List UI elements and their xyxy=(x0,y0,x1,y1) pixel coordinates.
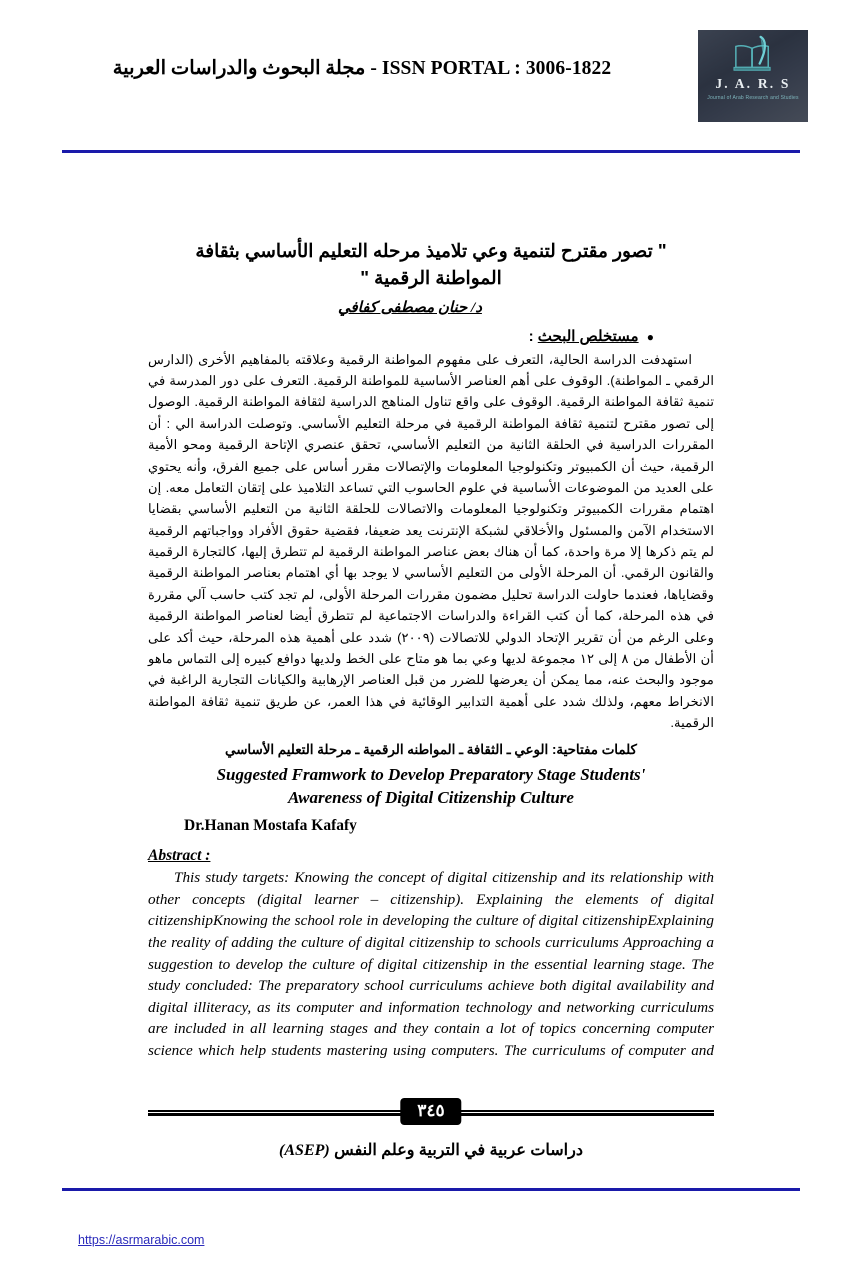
page-header xyxy=(62,30,810,130)
author-name-english: Dr.Hanan Mostafa Kafafy xyxy=(184,817,357,835)
article-title-english-line1: Suggested Framwork to Develop Preparatory Stage Students' xyxy=(216,765,646,785)
footer-rule xyxy=(148,1098,714,1128)
article-title-english-line2: Awareness of Digital Citizenship Culture xyxy=(288,787,574,807)
keywords-arabic: كلمات مفتاحية: الوعي ـ الثقافة ـ المواطنه الرقمية ـ مرحلة التعليم الأساسي xyxy=(225,742,637,758)
abstract-body-arabic xyxy=(148,349,714,734)
logo-subtitle: Journal of Arab Research and Studies xyxy=(707,94,799,101)
footer-divider xyxy=(62,1188,800,1191)
abstract-heading-arabic xyxy=(148,327,654,345)
footer-caption xyxy=(148,1140,714,1160)
abstract-body-english xyxy=(148,867,714,1061)
abstract-heading-arabic-colon: : xyxy=(528,327,534,345)
abstract-body-arabic-text: استهدفت الدراسة الحالية، التعرف على مفهوم المواطنة الرقمية وعلاقته بالمفاهيم الأخرى (الدارس الرقمي ـ المواطنة). الوقوف على أهم العناصر الأساسية للمواطنة الرقمية. التعرف على دور المدرسة في تنمية ثقافة المواطنة الرقمية. الوقوف على واقع تناول المناهج الدراسية لثقافة المواطنة الرقمية. الوصول إلى تصور مقترح لتنمية ثقافة المواطنة الرقمية في مرحلة التعليم الأساسي. وتوصلت الدراسة الي : أن المقررات الدراسية في الحلقة الثانية من التعليم الأساسي، تحقق عنصري الإتاحة الرقمية ومحو الأمية الرقمية، حيث أن الكمبيوتر وتكنولوجيا المعلومات والإتصالات مقرر أساس على جميع الفرق، وأنه يحتوي على العديد من الموضوعات الأساسية في علوم الحاسوب التي تساعد التلاميذ على إتقان التعامل معه. إن اهتمام مقررات الكمبيوتر وتكنولوجيا المعلومات والاتصالات للحلقة الثانية من التعليم الأساسي بقضايا الاستخدام الآمن والمسئول والأخلاقي لشبكة الإنترنت يعد ضعيفا، فقضية حقوق الأفراد وواجباتهم الرقمية لم يتم ذكرها إلا مرة واحدة، كما أن هناك بعض عناصر المواطنة الرقمية لم تتطرق إليها، كالتجارة الرقمية والقانون الرقمي. أن المرحلة الأولى من التعليم الأساسي لا يوجد بها أي اهتمام بعناصر المواطنة الرقمية وقضاياها، فعندما حاولت الدراسة تحليل مضمون مقررات المرحلة الأولى، لم تجد كتب حاسب آلي مقررة في هذه المرحلة، كما أن كتب القراءة والدراسات الاجتماعية لم تتطرق أيضا لعناصر المواطنة الرقمية وعلى الرغم من أن تقرير الإتحاد الدولي للاتصالات (٢٠٠٩) شدد على أهمية هذه المرحلة، حيث أكد على أن الأطفال من ٨ إلى ١٢ مجموعة لديها وعي بما هو متاح على الخط ولديها دوافع كبيره إلى التماس ماهو موجود والبحث عنه، مما يمكن أن يعرضها للضرر من قبل العناصر الإرهابية والكيانات التجارية الراغبة في الانخراط معهم، ولذلك شدد على أهمية التدابير الوقائية في هذا العمر، عن طريق تنمية ثقافة المواطنة الرقمية. xyxy=(148,351,714,730)
author-name-arabic: د/ حنان مصطفى كفافي xyxy=(338,299,482,316)
article-content xyxy=(148,238,714,1061)
page-footer xyxy=(148,1098,714,1160)
journal-header-line: ISSN PORTAL : 3006-1822 - مجلة البحوث والدراسات العربية xyxy=(112,58,612,79)
abstract-body-english-text: This study targets: Knowing the concept of digital citizenship and its relationship with other concepts (digital learner – citizenship). Explaining the elements of digital citizenshipKnowing the school role in developing the culture of digital citizenshipExplaining the reality of adding the culture of digital citizenship to schools curriculums Approaching a suggestion to develop the culture of digital citizenship in the essential learning stage. The study concluded: The preparatory school curriculums achieve both digital availability and digital illiteracy, as its computer and information technology and networking curriculums are included in all learning stages and they contain a lot of topics concerning computer science which help students mastering using computers. The curriculums of computer and xyxy=(148,869,714,1059)
article-title-arabic-line2: المواطنة الرقمية " xyxy=(360,266,502,288)
page-number-badge: ٣٤٥ xyxy=(400,1098,461,1125)
footer-caption-arabic: دراسات عربية في التربية وعلم النفس xyxy=(334,1142,583,1159)
article-title-english xyxy=(148,764,714,809)
journal-logo xyxy=(698,30,808,122)
header-divider xyxy=(62,150,800,153)
article-title-arabic-line1: " تصور مقترح لتنمية وعي تلاميذ مرحله التعليم الأساسي بثقافة xyxy=(195,240,667,261)
site-url-link[interactable]: https://asrmarabic.com xyxy=(78,1233,205,1247)
book-quill-icon xyxy=(732,35,774,75)
logo-acronym: J. A. R. S xyxy=(715,76,791,91)
abstract-heading-english: Abstract : xyxy=(148,847,211,865)
abstract-heading-arabic-text: مستخلص البحث xyxy=(537,327,639,345)
bullet-icon: ● xyxy=(646,329,654,344)
article-title-arabic xyxy=(148,238,714,292)
footer-caption-english: (ASEP) xyxy=(279,1142,330,1159)
